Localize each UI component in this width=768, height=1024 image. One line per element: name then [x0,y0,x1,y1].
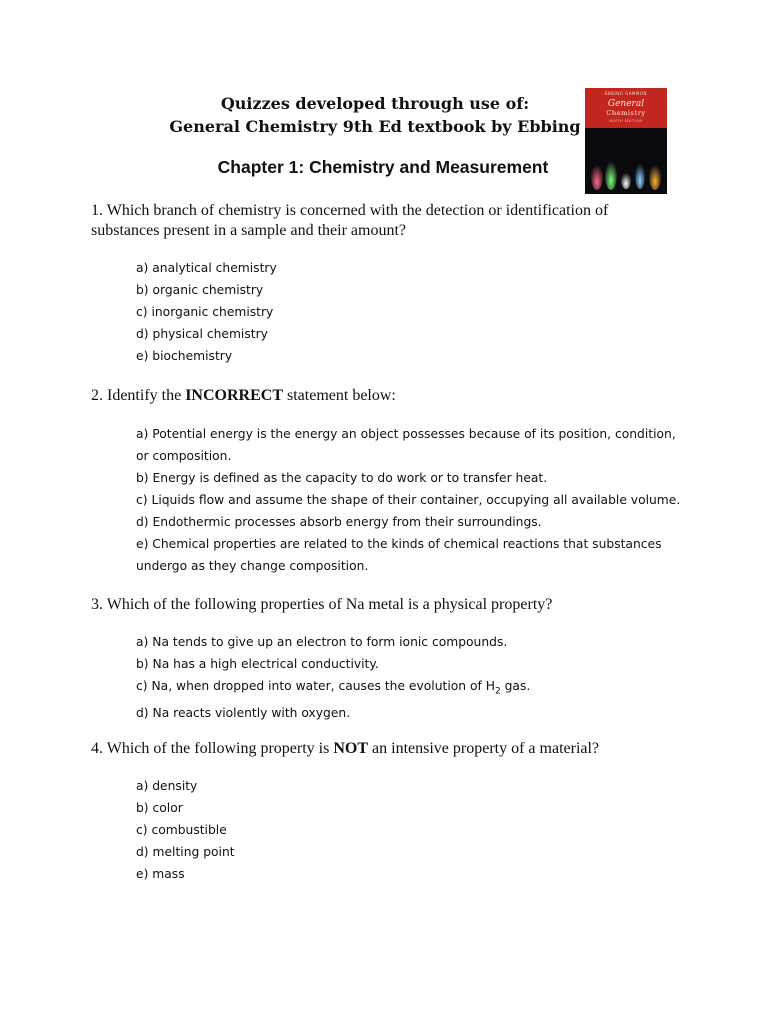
q3-option-d: d) Na reacts violently with oxygen. [136,706,351,721]
question-1-text: Which branch of chemistry is concerned with the detection or identification of substances present in a sample and their amount? [91,202,609,239]
q3-option-a: a) Na tends to give up an electron to form ionic compounds. [136,635,508,649]
question-2-text-after: statement below: [283,387,396,404]
question-4-options [136,775,696,885]
q2-option-c: c) Liquids flow and assume the shape of their container, occupying all available volume. [136,493,681,507]
question-4-emphasis: NOT [333,740,369,757]
question-1-options [136,257,696,367]
chapter-title: Chapter 1: Chemistry and Measurement [217,157,549,177]
header-line-2: General Chemistry 9th Ed textbook by Ebbing [169,117,581,136]
question-3 [91,595,671,615]
textbook-cover-image [585,88,667,194]
q1-option-b: b) organic chemistry [136,283,264,297]
q1-option-d: d) physical chemistry [136,327,268,341]
question-2-number: 2. [91,387,103,404]
q2-option-b: b) Energy is defined as the capacity to do work or to transfer heat. [136,471,548,485]
q1-option-e: e) biochemistry [136,349,233,363]
q2-option-e: e) Chemical properties are related to the kinds of chemical reactions that substances undergo as they change composition. [136,537,662,573]
q3-option-b: b) Na has a high electrical conductivity. [136,657,379,671]
q3-option-c-after: gas. [500,679,531,693]
cover-author: EBBING GAMMON [605,91,647,96]
q4-option-c: c) combustible [136,823,227,837]
header-line-1: Quizzes developed through use of: [220,94,530,113]
question-2 [91,386,671,406]
question-4-number: 4. [91,740,103,757]
question-2-options [136,423,681,577]
q3-option-c-subscript: 2 [494,686,501,697]
q3-option-c [136,675,696,702]
q4-option-d: d) melting point [136,845,235,859]
q4-option-b: b) color [136,801,183,815]
cover-edition: NINTH EDITION [609,119,643,123]
q1-option-c: c) inorganic chemistry [136,305,274,319]
cover-title-line-2: Chemistry [606,109,646,117]
document-header [150,92,600,138]
question-1-number: 1. [91,202,103,219]
question-2-text-before: Identify the [107,387,186,404]
q1-option-a: a) analytical chemistry [136,261,277,275]
q3-option-c-before: c) Na, when dropped into water, causes the evolution of H [136,679,495,693]
question-4-text-after: an intensive property of a material? [368,740,600,757]
q4-option-a: a) density [136,779,198,793]
question-2-emphasis: INCORRECT [185,387,283,404]
question-4-text-before: Which of the following property is [106,740,334,757]
question-3-text: Which of the following properties of Na metal is a physical property? [106,596,553,613]
question-1 [91,201,671,241]
q4-option-e: e) mass [136,867,185,881]
question-3-number: 3. [91,596,103,613]
question-4 [91,739,671,759]
q2-option-a: a) Potential energy is the energy an object possesses because of its position, condition, or composition. [136,427,676,463]
q2-option-d: d) Endothermic processes absorb energy from their surroundings. [136,515,542,529]
flame-tests-illustration [585,128,667,194]
question-3-options [136,631,696,724]
cover-title-line-1: General [607,99,645,109]
